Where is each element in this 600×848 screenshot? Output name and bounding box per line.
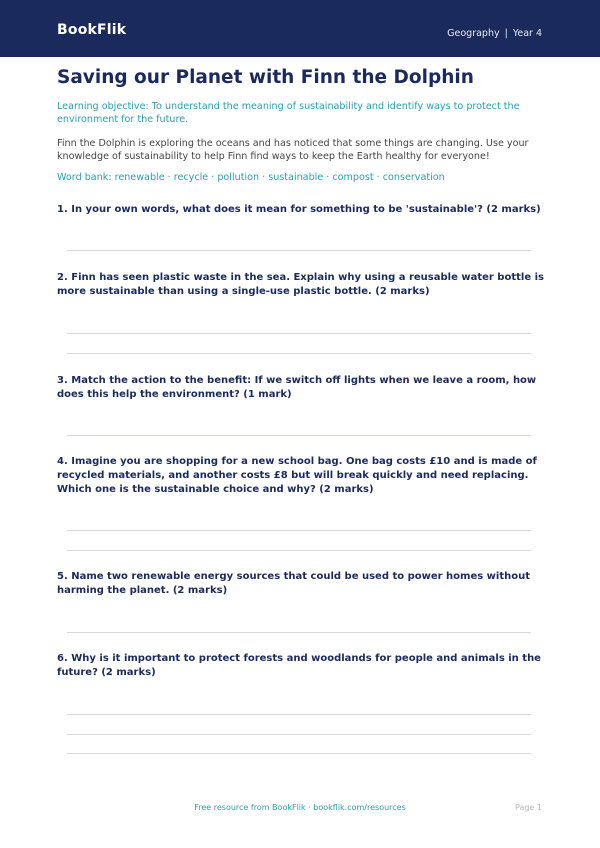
answer-line[interactable] — [67, 550, 531, 551]
page-number: Page 1 — [515, 803, 542, 812]
answer-line[interactable] — [67, 530, 531, 531]
question-6: 6. Why is it important to protect forests and woodlands for people and animals in the future? (2 marks) — [57, 653, 541, 678]
word-bank: Word bank: renewable · recycle · pollution · sustainable · compost · conservation — [57, 172, 445, 183]
answer-line[interactable] — [67, 333, 531, 334]
learning-objective: Learning objective: To understand the meaning of sustainability and identify ways to protect the environment for the future. — [57, 101, 520, 125]
subject-label: Geography — [447, 28, 500, 39]
brand-logo: BookFlik — [57, 22, 127, 38]
answer-line[interactable] — [67, 250, 531, 251]
page-title: Saving our Planet with Finn the Dolphin — [57, 67, 474, 88]
answer-line[interactable] — [67, 353, 531, 354]
question-2: 2. Finn has seen plastic waste in the sea. Explain why using a reusable water bottle is more sustainable than using a single-use plastic bottle. (2 marks) — [57, 272, 544, 297]
question-4: 4. Imagine you are shopping for a new school bag. One bag costs £10 and is made of recycled materials, and another costs £8 but will break quickly and need replacing. Which one is the sustainable choice and why? (2 marks) — [57, 456, 537, 495]
intro-text: Finn the Dolphin is exploring the oceans and has noticed that some things are changing. Use your knowledge of sustainability to help Finn find ways to keep the Earth healthy for everyone! — [57, 138, 529, 162]
question-1: 1. In your own words, what does it mean for something to be 'sustainable'? (2 marks) — [57, 204, 541, 215]
year-label: Year 4 — [512, 28, 542, 39]
answer-line[interactable] — [67, 632, 531, 633]
answer-line[interactable] — [67, 753, 531, 754]
question-5: 5. Name two renewable energy sources that could be used to power homes without harming the planet. (2 marks) — [57, 571, 531, 596]
question-3: 3. Match the action to the benefit: If we switch off lights when we leave a room, how does this help the environment? (1 mark) — [57, 375, 537, 400]
answer-line[interactable] — [67, 714, 531, 715]
header-bar — [0, 0, 600, 57]
subject-year — [447, 28, 542, 39]
answer-line[interactable] — [67, 435, 531, 436]
answer-line[interactable] — [67, 734, 531, 735]
footer-link[interactable]: Free resource from BookFlik · bookflik.com/resources — [194, 803, 406, 812]
meta-separator: | — [504, 28, 508, 39]
